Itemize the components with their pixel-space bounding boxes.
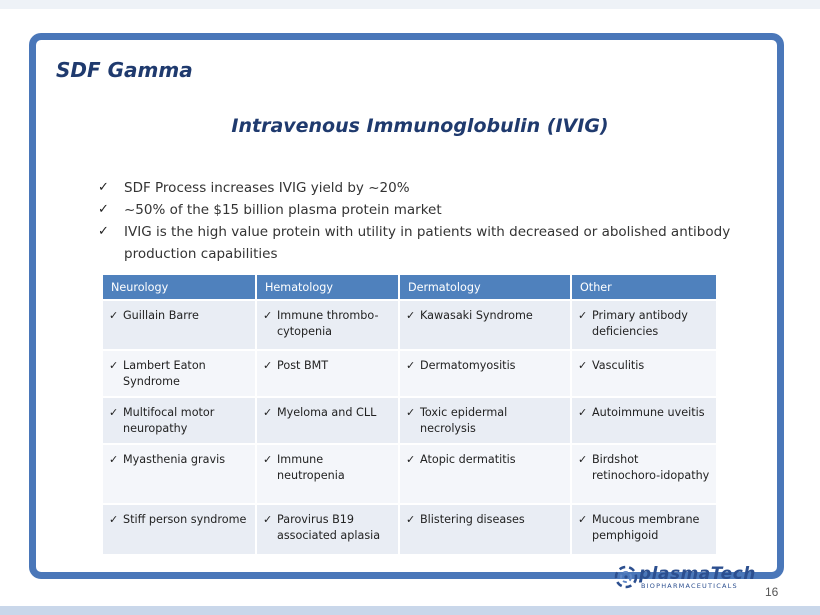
bullet-item (98, 221, 738, 265)
column-header-other: Other (571, 275, 717, 300)
cell-text: Guillain Barre (123, 309, 199, 322)
dna-swirl-icon (613, 564, 639, 590)
check-icon: ✓ (98, 224, 109, 239)
table-cell (399, 397, 571, 444)
cell-text: Primary antibody deficiencies (592, 309, 688, 338)
table-cell (256, 397, 399, 444)
cell-text: Post BMT (277, 359, 329, 372)
cell-text: Stiff person syndrome (123, 513, 247, 526)
page-number: 16 (765, 585, 779, 599)
table-cell (103, 397, 256, 444)
check-icon: ✓ (109, 453, 119, 466)
table-cell (399, 444, 571, 504)
check-icon: ✓ (263, 406, 273, 419)
check-icon: ✓ (406, 406, 416, 419)
cell-text: Atopic dermatitis (420, 453, 516, 466)
table-row (103, 444, 717, 504)
column-header-neurology: Neurology (103, 275, 256, 300)
cell-text: Blistering diseases (420, 513, 525, 526)
bullet-text: ~50% of the $15 billion plasma protein market (124, 202, 442, 218)
check-icon: ✓ (578, 453, 588, 466)
table-cell (399, 300, 571, 350)
cell-text: Myeloma and CLL (277, 406, 377, 419)
table-cell (256, 444, 399, 504)
check-icon: ✓ (263, 453, 273, 466)
cell-text: Vasculitis (592, 359, 645, 372)
table-row (103, 350, 717, 397)
check-icon: ✓ (406, 513, 416, 526)
logo-wordmark: plasmaTech (639, 564, 756, 584)
cell-text: Dermatomyositis (420, 359, 516, 372)
check-icon: ✓ (578, 406, 588, 419)
cell-text: Kawasaki Syndrome (420, 309, 533, 322)
table-cell (103, 300, 256, 350)
check-icon: ✓ (109, 309, 119, 322)
check-icon: ✓ (263, 309, 273, 322)
table-cell (399, 350, 571, 397)
table-cell (571, 504, 717, 554)
cell-text: Birdshot retinochoro-idopathy (592, 453, 710, 482)
bullet-list (98, 177, 738, 265)
cell-text: Myasthenia gravis (123, 453, 226, 466)
cell-text: Immune neutropenia (277, 453, 345, 482)
cell-text: Toxic epidermal necrolysis (420, 406, 508, 435)
check-icon: ✓ (263, 359, 273, 372)
bullet-item (98, 199, 738, 221)
check-icon: ✓ (109, 406, 119, 419)
company-logo (613, 563, 756, 591)
bullet-text: IVIG is the high value protein with utility in patients with decreased or abolished antibody production capabilities (124, 224, 731, 262)
bottom-strip (0, 606, 820, 615)
check-icon: ✓ (406, 453, 416, 466)
check-icon: ✓ (578, 513, 588, 526)
cell-text: Lambert Eaton Syndrome (123, 359, 206, 388)
table-cell (571, 300, 717, 350)
check-icon: ✓ (406, 309, 416, 322)
table-cell (571, 350, 717, 397)
table-cell (256, 504, 399, 554)
cell-text: Mucous membrane pemphigoid (592, 513, 700, 542)
table-cell (103, 444, 256, 504)
check-icon: ✓ (406, 359, 416, 372)
table-cell (256, 300, 399, 350)
brand-title: SDF Gamma (56, 58, 193, 82)
table-row (103, 504, 717, 554)
cell-text: Parovirus B19 associated aplasia (277, 513, 381, 542)
table-row (103, 397, 717, 444)
slide-subtitle: Intravenous Immunoglobulin (IVIG) (231, 115, 609, 137)
check-icon: ✓ (109, 359, 119, 372)
cell-text: Multifocal motor neuropathy (123, 406, 215, 435)
table-cell (571, 444, 717, 504)
cell-text: Immune thrombo-cytopenia (277, 309, 379, 338)
check-icon: ✓ (98, 202, 109, 217)
check-icon: ✓ (578, 309, 588, 322)
table-cell (399, 504, 571, 554)
check-icon: ✓ (109, 513, 119, 526)
table-cell (103, 350, 256, 397)
logo-tagline: BIOPHARMACEUTICALS (641, 582, 738, 590)
table-cell (571, 397, 717, 444)
check-icon: ✓ (578, 359, 588, 372)
bullet-text: SDF Process increases IVIG yield by ~20% (124, 180, 410, 196)
ivig-indications-table (103, 275, 718, 554)
check-icon: ✓ (263, 513, 273, 526)
table-cell (103, 504, 256, 554)
check-icon: ✓ (98, 180, 109, 195)
column-header-hematology: Hematology (256, 275, 399, 300)
top-strip (0, 0, 820, 9)
table-row (103, 300, 717, 350)
cell-text: Autoimmune uveitis (592, 406, 705, 419)
bullet-item (98, 177, 738, 199)
table-header-row (103, 275, 717, 300)
table-cell (256, 350, 399, 397)
column-header-dermatology: Dermatology (399, 275, 571, 300)
